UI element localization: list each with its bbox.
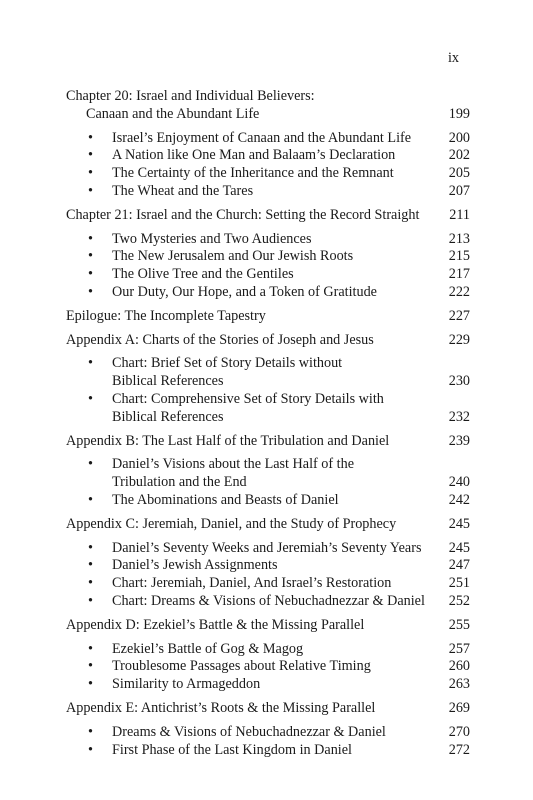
toc-entry-title: Canaan and the Abundant Life	[86, 105, 260, 122]
toc-entry-title: The Wheat and the Tares	[112, 182, 254, 199]
bullet-icon: •	[88, 640, 93, 657]
toc-section-entry-continuation	[66, 373, 470, 391]
toc-section-entry	[66, 742, 470, 760]
toc-entry-title: Chart: Jeremiah, Daniel, And Israel’s Restoration	[112, 575, 392, 592]
bullet-icon: •	[88, 723, 93, 740]
toc-entry-title: Chapter 20: Israel and Individual Believers:	[66, 88, 315, 104]
toc-entry-title: Two Mysteries and Two Audiences	[112, 230, 312, 247]
toc-section-entry	[66, 724, 470, 742]
toc-section-entry	[66, 557, 470, 575]
toc-entry-title: The Certainty of the Inheritance and the Remnant	[112, 165, 394, 182]
bullet-icon: •	[88, 456, 93, 473]
toc-entry-title: Dreams & Visions of Nebuchadnezzar & Daniel	[112, 723, 386, 740]
toc-entry-page-number: 230	[448, 373, 470, 390]
toc-section-entry	[66, 231, 470, 249]
bullet-icon: •	[88, 658, 93, 675]
bullet-icon: •	[88, 575, 93, 592]
toc-section-entry-continuation	[66, 409, 470, 427]
toc-entry-title: Tribulation and the End	[112, 474, 247, 491]
toc-chapter-entry	[66, 308, 470, 326]
toc-entry-page-number: 217	[448, 266, 470, 283]
bullet-icon: •	[88, 390, 93, 407]
toc-entry-page-number: 200	[448, 129, 470, 146]
toc-entry-page-number: 199	[448, 105, 470, 122]
toc-entry-title: Biblical References	[112, 408, 224, 425]
toc-entry-page-number: 222	[448, 283, 470, 300]
toc-entry-title: Chart: Comprehensive Set of Story Details with	[112, 390, 384, 407]
toc-entry-page-number: 251	[448, 575, 470, 592]
toc-section-entry	[66, 492, 470, 510]
toc-entry-page-number: 240	[448, 474, 470, 491]
toc-entry-title: Chart: Dreams & Visions of Nebuchadnezzar & Daniel	[112, 592, 425, 609]
toc-chapter-entry	[66, 516, 470, 534]
toc-section-entry	[66, 130, 470, 148]
toc-section-entry	[66, 391, 470, 409]
toc-entry-page-number: 252	[448, 592, 470, 609]
toc-entry-page-number: 202	[448, 147, 470, 164]
toc-entry-title: Troublesome Passages about Relative Timing	[112, 658, 371, 675]
toc-entry-page-number: 229	[448, 331, 470, 348]
bullet-icon: •	[88, 248, 93, 265]
toc-entry-title: Daniel’s Visions about the Last Half of the	[112, 456, 354, 473]
toc-chapter-entry	[66, 332, 470, 350]
toc-section-entry	[66, 147, 470, 165]
toc-entry-title: Daniel’s Seventy Weeks and Jeremiah’s Seventy Years	[112, 539, 422, 556]
toc-entry-title: Chapter 21: Israel and the Church: Setting the Record Straight	[66, 206, 420, 223]
bullet-icon: •	[88, 230, 93, 247]
toc-entry-page-number: 245	[448, 515, 470, 532]
toc-entry-title: Appendix E: Antichrist’s Roots & the Missing Parallel	[66, 699, 376, 716]
toc-entry-title: Appendix B: The Last Half of the Tribulation and Daniel	[66, 432, 390, 449]
toc-chapter-entry	[66, 207, 470, 225]
toc-entry-page-number: 260	[448, 658, 470, 675]
toc-entry-title: Israel’s Enjoyment of Canaan and the Abundant Life	[112, 129, 412, 146]
toc-entry-page-number: 227	[448, 307, 470, 324]
bullet-icon: •	[88, 592, 93, 609]
toc-entry-title: Biblical References	[112, 373, 224, 390]
toc-entry-page-number: 213	[448, 230, 470, 247]
toc-entry-page-number: 257	[448, 640, 470, 657]
toc-entry-page-number: 205	[448, 165, 470, 182]
toc-entry-title: The Olive Tree and the Gentiles	[112, 266, 294, 283]
table-of-contents	[66, 88, 470, 759]
toc-section-entry	[66, 284, 470, 302]
bullet-icon: •	[88, 283, 93, 300]
bullet-icon: •	[88, 129, 93, 146]
toc-entry-title: First Phase of the Last Kingdom in Daniel	[112, 741, 352, 758]
toc-entry-page-number: 215	[448, 248, 470, 265]
toc-chapter-entry-continuation	[66, 106, 470, 124]
toc-section-entry	[66, 658, 470, 676]
toc-entry-title: Ezekiel’s Battle of Gog & Magog	[112, 640, 304, 657]
toc-entry-title: Epilogue: The Incomplete Tapestry	[66, 307, 266, 324]
toc-entry-title: A Nation like One Man and Balaam’s Declaration	[112, 147, 396, 164]
toc-entry-page-number: 263	[448, 676, 470, 693]
toc-section-entry	[66, 355, 470, 373]
toc-section-entry	[66, 540, 470, 558]
toc-section-entry	[66, 575, 470, 593]
bullet-icon: •	[88, 355, 93, 372]
toc-entry-title: Appendix D: Ezekiel’s Battle & the Missing Parallel	[66, 616, 365, 633]
toc-entry-title: Our Duty, Our Hope, and a Token of Gratitude	[112, 283, 377, 300]
toc-entry-page-number: 239	[448, 432, 470, 449]
toc-chapter-entry	[66, 700, 470, 718]
toc-section-entry	[66, 248, 470, 266]
bullet-icon: •	[88, 182, 93, 199]
toc-section-entry-continuation	[66, 474, 470, 492]
toc-entry-page-number: 242	[448, 491, 470, 508]
toc-entry-page-number: 211	[449, 206, 470, 223]
toc-entry-page-number: 255	[448, 616, 470, 633]
toc-entry-page-number: 245	[448, 539, 470, 556]
toc-entry-title: Chart: Brief Set of Story Details without	[112, 355, 343, 372]
toc-entry-page-number: 247	[448, 557, 470, 574]
toc-chapter-entry	[66, 433, 470, 451]
toc-section-entry	[66, 266, 470, 284]
toc-entry-title: Daniel’s Jewish Assignments	[112, 557, 278, 574]
toc-entry-page-number: 207	[448, 182, 470, 199]
toc-section-entry	[66, 676, 470, 694]
toc-chapter-entry	[66, 617, 470, 635]
toc-entry-page-number: 270	[448, 723, 470, 740]
toc-entry-page-number: 269	[448, 699, 470, 716]
bullet-icon: •	[88, 266, 93, 283]
bullet-icon: •	[88, 491, 93, 508]
toc-entry-title: The New Jerusalem and Our Jewish Roots	[112, 248, 354, 265]
toc-section-entry	[66, 183, 470, 201]
toc-section-entry	[66, 456, 470, 474]
toc-entry-title: The Abominations and Beasts of Daniel	[112, 491, 339, 508]
toc-section-entry	[66, 165, 470, 183]
bullet-icon: •	[88, 539, 93, 556]
bullet-icon: •	[88, 165, 93, 182]
toc-entry-title: Appendix C: Jeremiah, Daniel, and the Study of Prophecy	[66, 515, 397, 532]
bullet-icon: •	[88, 557, 93, 574]
toc-chapter-entry	[66, 88, 470, 106]
bullet-icon: •	[88, 147, 93, 164]
toc-entry-page-number: 232	[448, 408, 470, 425]
bullet-icon: •	[88, 676, 93, 693]
toc-entry-title: Appendix A: Charts of the Stories of Joseph and Jesus	[66, 331, 374, 348]
toc-entry-page-number: 272	[448, 741, 470, 758]
bullet-icon: •	[88, 741, 93, 758]
page-number: ix	[447, 50, 459, 66]
toc-section-entry	[66, 641, 470, 659]
toc-entry-title: Similarity to Armageddon	[112, 676, 261, 693]
toc-section-entry	[66, 593, 470, 611]
